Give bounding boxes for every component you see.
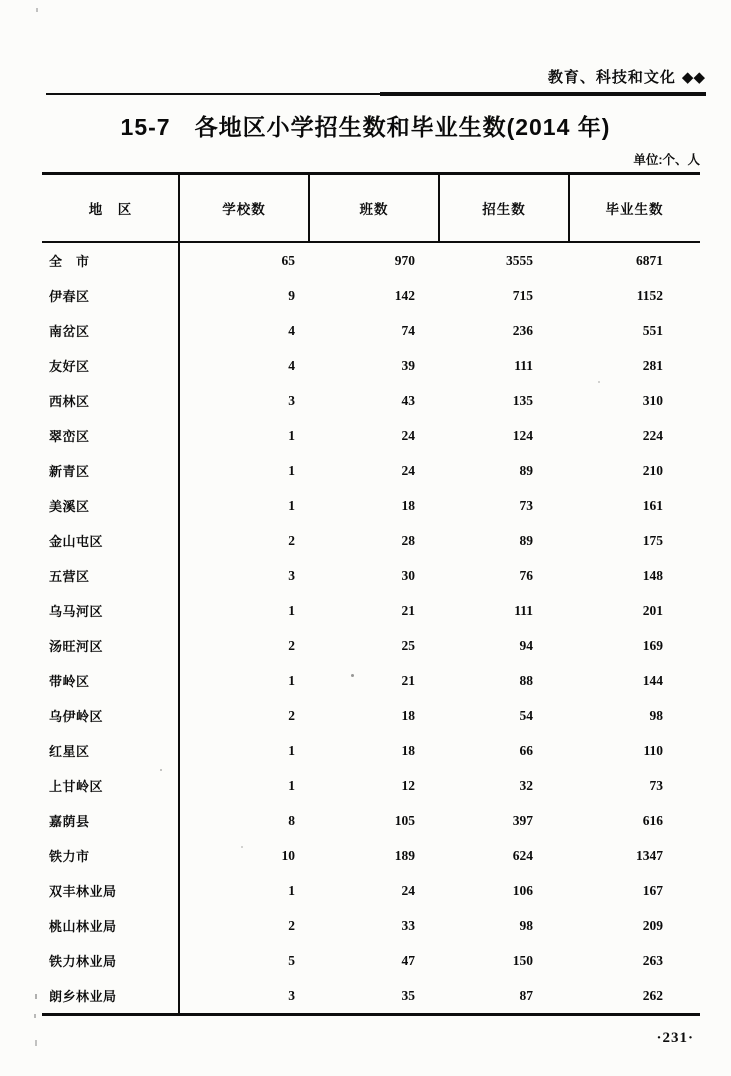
cell-schools: 1 xyxy=(288,672,295,688)
cell-enrolled: 73 xyxy=(519,497,533,513)
table-row xyxy=(42,558,700,593)
cell-enrolled: 98 xyxy=(519,917,533,933)
cell-region: 上甘岭区 xyxy=(49,779,104,794)
cell-region: 乌马河区 xyxy=(49,604,104,619)
table-row xyxy=(42,803,700,838)
header-divider-1 xyxy=(308,175,310,243)
cell-enrolled: 54 xyxy=(519,707,533,723)
table-header-row xyxy=(42,175,700,243)
cell-region: 五营区 xyxy=(49,569,90,584)
cell-region: 全 市 xyxy=(49,254,90,269)
cell-graduates: 281 xyxy=(642,357,663,373)
cell-region: 新青区 xyxy=(49,464,90,479)
cell-graduates: 310 xyxy=(642,392,663,408)
table-row xyxy=(42,768,700,803)
cell-enrolled: 397 xyxy=(512,812,533,828)
scan-artifact xyxy=(241,846,243,848)
cell-schools: 4 xyxy=(288,322,295,338)
cell-schools: 4 xyxy=(288,357,295,373)
cell-graduates: 210 xyxy=(642,462,663,478)
cell-region: 双丰林业局 xyxy=(49,884,117,899)
cell-graduates: 616 xyxy=(642,812,663,828)
cell-enrolled: 106 xyxy=(512,882,533,898)
running-head xyxy=(548,66,705,87)
column-header-region: 地 区 xyxy=(88,202,133,217)
cell-enrolled: 87 xyxy=(519,987,533,1003)
cell-graduates: 551 xyxy=(642,322,663,338)
cell-schools: 2 xyxy=(288,532,295,548)
diamond-icons: ◆◆ xyxy=(681,69,705,86)
table-body xyxy=(42,243,700,1013)
cell-enrolled: 89 xyxy=(519,462,533,478)
cell-region: 金山屯区 xyxy=(49,534,104,549)
header-divider-2 xyxy=(438,175,440,243)
cell-enrolled: 111 xyxy=(514,357,533,373)
cell-graduates: 144 xyxy=(642,672,663,688)
table-row xyxy=(42,313,700,348)
cell-graduates: 201 xyxy=(642,602,663,618)
cell-schools: 1 xyxy=(288,497,295,513)
cell-enrolled: 715 xyxy=(512,287,533,303)
cell-schools: 9 xyxy=(288,287,295,303)
table-row xyxy=(42,523,700,558)
table-row xyxy=(42,908,700,943)
cell-enrolled: 89 xyxy=(519,532,533,548)
cell-region: 乌伊岭区 xyxy=(49,709,104,724)
cell-classes: 35 xyxy=(401,987,415,1003)
cell-classes: 33 xyxy=(401,917,415,933)
statistics-table xyxy=(42,172,700,1016)
cell-classes: 43 xyxy=(401,392,415,408)
cell-schools: 2 xyxy=(288,707,295,723)
cell-enrolled: 76 xyxy=(519,567,533,583)
running-head-category: 教育、科技和文化 xyxy=(547,69,676,86)
cell-region: 美溪区 xyxy=(49,499,90,514)
table-row xyxy=(42,628,700,663)
cell-region: 铁力林业局 xyxy=(49,954,117,969)
cell-classes: 18 xyxy=(401,497,415,513)
cell-schools: 1 xyxy=(288,602,295,618)
cell-region: 铁力市 xyxy=(49,849,90,864)
column-divider-region xyxy=(178,175,180,1013)
cell-graduates: 1347 xyxy=(636,847,663,863)
cell-region: 桃山林业局 xyxy=(49,919,117,934)
header-rule-thick xyxy=(380,92,706,96)
table-row xyxy=(42,873,700,908)
column-header-classes: 班数 xyxy=(359,202,389,217)
scan-artifact xyxy=(35,1040,37,1046)
cell-enrolled: 236 xyxy=(512,322,533,338)
scan-artifact xyxy=(598,381,600,383)
cell-classes: 39 xyxy=(401,357,415,373)
cell-region: 汤旺河区 xyxy=(49,639,104,654)
table-row xyxy=(42,243,700,278)
cell-enrolled: 88 xyxy=(519,672,533,688)
column-header-enrolled: 招生数 xyxy=(482,202,526,217)
cell-region: 翠峦区 xyxy=(49,429,90,444)
scan-artifact xyxy=(643,851,646,853)
cell-region: 朗乡林业局 xyxy=(49,989,117,1004)
table-row xyxy=(42,838,700,873)
table-row xyxy=(42,593,700,628)
scan-artifact xyxy=(351,674,354,677)
cell-classes: 21 xyxy=(401,602,415,618)
table-row xyxy=(42,698,700,733)
cell-classes: 18 xyxy=(401,707,415,723)
cell-classes: 21 xyxy=(401,672,415,688)
table-row xyxy=(42,488,700,523)
table-row xyxy=(42,278,700,313)
cell-schools: 1 xyxy=(288,777,295,793)
cell-region: 伊春区 xyxy=(49,289,90,304)
cell-schools: 3 xyxy=(288,567,295,583)
cell-schools: 3 xyxy=(288,392,295,408)
cell-graduates: 148 xyxy=(642,567,663,583)
cell-graduates: 110 xyxy=(643,742,663,758)
cell-enrolled: 124 xyxy=(512,427,533,443)
cell-graduates: 169 xyxy=(642,637,663,653)
unit-note: 单位:个、人 xyxy=(633,153,700,167)
table-row xyxy=(42,978,700,1013)
cell-region: 友好区 xyxy=(49,359,90,374)
cell-region: 西林区 xyxy=(49,394,90,409)
cell-classes: 189 xyxy=(394,847,415,863)
cell-graduates: 98 xyxy=(649,707,663,723)
scan-artifact xyxy=(36,8,38,12)
cell-classes: 24 xyxy=(401,882,415,898)
cell-classes: 28 xyxy=(401,532,415,548)
table-row xyxy=(42,383,700,418)
cell-schools: 8 xyxy=(288,812,295,828)
cell-enrolled: 32 xyxy=(519,777,533,793)
cell-graduates: 6871 xyxy=(636,252,663,268)
cell-classes: 24 xyxy=(401,462,415,478)
table-row xyxy=(42,453,700,488)
cell-schools: 10 xyxy=(281,847,295,863)
cell-graduates: 167 xyxy=(642,882,663,898)
cell-region: 带岭区 xyxy=(49,674,90,689)
cell-classes: 18 xyxy=(401,742,415,758)
cell-enrolled: 3555 xyxy=(506,252,533,268)
cell-schools: 1 xyxy=(288,742,295,758)
cell-classes: 47 xyxy=(401,952,415,968)
cell-graduates: 73 xyxy=(649,777,663,793)
scan-artifact xyxy=(34,1014,36,1018)
cell-classes: 12 xyxy=(401,777,415,793)
cell-region: 嘉荫县 xyxy=(49,814,90,829)
cell-graduates: 209 xyxy=(642,917,663,933)
cell-schools: 65 xyxy=(281,252,295,268)
cell-schools: 5 xyxy=(288,952,295,968)
cell-classes: 24 xyxy=(401,427,415,443)
cell-enrolled: 94 xyxy=(519,637,533,653)
cell-classes: 142 xyxy=(394,287,415,303)
cell-region: 红星区 xyxy=(49,744,90,759)
cell-schools: 2 xyxy=(288,917,295,933)
table-row xyxy=(42,943,700,978)
cell-classes: 25 xyxy=(401,637,415,653)
table-row xyxy=(42,733,700,768)
cell-graduates: 161 xyxy=(642,497,663,513)
cell-region: 南岔区 xyxy=(49,324,90,339)
cell-enrolled: 624 xyxy=(512,847,533,863)
cell-graduates: 175 xyxy=(642,532,663,548)
cell-classes: 105 xyxy=(394,812,415,828)
cell-graduates: 262 xyxy=(642,987,663,1003)
cell-graduates: 263 xyxy=(642,952,663,968)
cell-enrolled: 66 xyxy=(519,742,533,758)
cell-graduates: 224 xyxy=(642,427,663,443)
table-row xyxy=(42,418,700,453)
column-header-graduates: 毕业生数 xyxy=(605,202,664,217)
cell-schools: 1 xyxy=(288,882,295,898)
page-title: 15-7 各地区小学招生数和毕业生数(2014 年) xyxy=(120,114,611,140)
table-row xyxy=(42,348,700,383)
table-row xyxy=(42,663,700,698)
page-number: ·231· xyxy=(656,1030,694,1046)
scan-artifact xyxy=(35,994,37,999)
header-divider-3 xyxy=(568,175,570,243)
cell-schools: 1 xyxy=(288,427,295,443)
cell-classes: 970 xyxy=(394,252,415,268)
cell-graduates: 1152 xyxy=(636,287,663,303)
cell-enrolled: 111 xyxy=(514,602,533,618)
cell-schools: 2 xyxy=(288,637,295,653)
cell-schools: 3 xyxy=(288,987,295,1003)
cell-classes: 30 xyxy=(401,567,415,583)
scan-artifact xyxy=(160,769,162,771)
column-header-schools: 学校数 xyxy=(222,202,266,217)
cell-classes: 74 xyxy=(401,322,415,338)
cell-enrolled: 150 xyxy=(512,952,533,968)
cell-enrolled: 135 xyxy=(512,392,533,408)
cell-schools: 1 xyxy=(288,462,295,478)
